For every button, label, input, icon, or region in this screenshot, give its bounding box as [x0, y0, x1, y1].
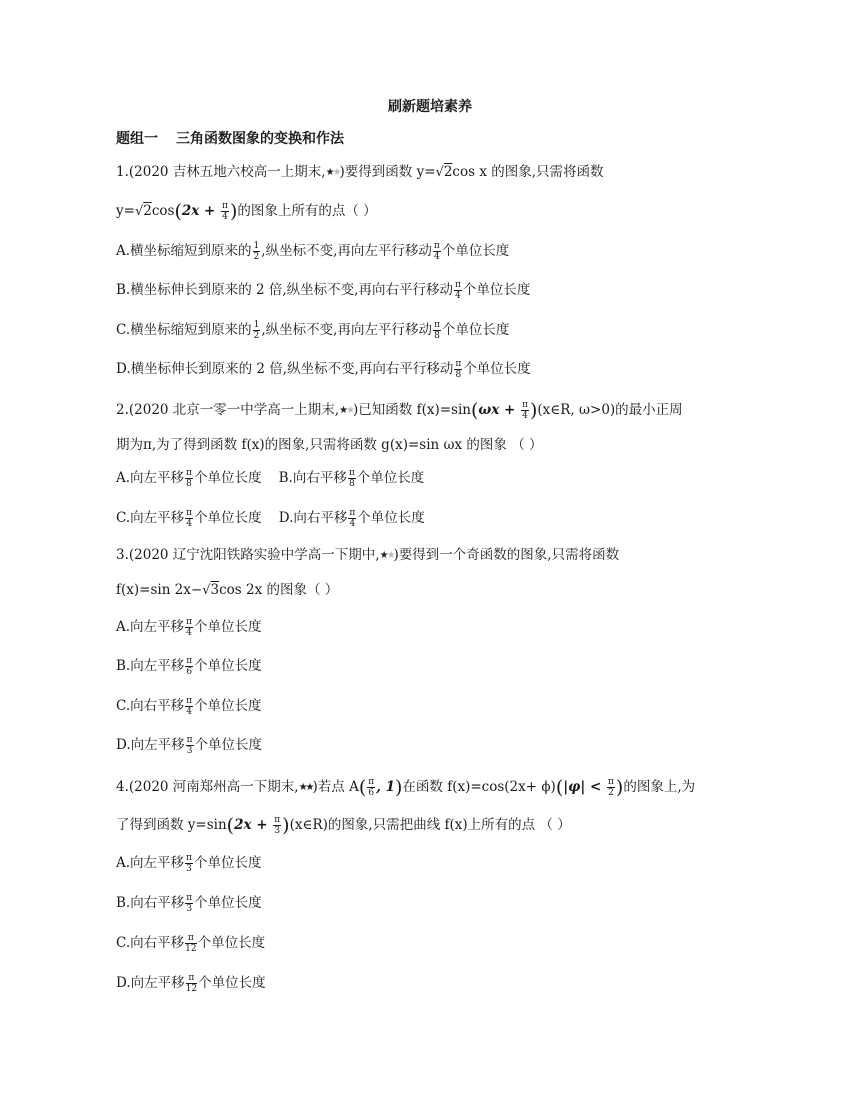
q1-option-a: A.横坐标缩短到原来的 $\frac{1}{2}$ ,纵坐标不变,再向左平行移动 $\frac{\pi}{4}$ 个单位长度 — [116, 241, 510, 262]
q4-stem-line1: 4.(2020 河南郑州高一下期末,★★)若点 A( $\frac{\pi}{6}$ , 1)在函数 f(x)=cos(2x+ ϕ)(|φ| < $\frac{\pi}{2}$ )的图象上,为 — [116, 776, 696, 799]
q2-options-cd: C.向左平移 $\frac{\pi}{4}$ 个单位长度 D.向右平移 $\frac{\pi}{4}$ 个单位长度 — [116, 508, 425, 529]
difficulty-stars-icon: ★★ — [298, 782, 313, 793]
q3-stem-line1: 3.(2020 辽宁沈阳铁路实验中学高一下期中,★★)要得到一个奇函数的图象,只需将函数 — [116, 545, 619, 566]
q1-option-d: D.横坐标伸长到原来的 2 倍,纵坐标不变,再向右平行移动 $\frac{\pi}{8}$ 个单位长度 — [116, 359, 531, 380]
q1-option-b: B.横坐标伸长到原来的 2 倍,纵坐标不变,再向右平行移动 $\frac{\pi}{4}$ 个单位长度 — [116, 280, 531, 301]
q4-option-c: C.向右平移 $\frac{\pi}{12}$ 个单位长度 — [116, 933, 266, 954]
q1-stem-line2: y=√2cos(2x + $\frac{\pi}{4}$ )的图象上所有的点（ ） — [116, 200, 377, 223]
q1-stem-line1: 1.(2020 吉林五地六校高一上期末,★★)要得到函数 y=√2cos x 的图象,只需将函数 — [116, 162, 604, 183]
q3-option-b: B.向左平移 $\frac{\pi}{6}$ 个单位长度 — [116, 656, 262, 677]
q4-option-a: A.向左平移 $\frac{\pi}{3}$ 个单位长度 — [116, 853, 262, 874]
q3-option-c: C.向右平移 $\frac{\pi}{4}$ 个单位长度 — [116, 696, 262, 717]
page-title: 刷新题培素养 — [388, 99, 472, 115]
q1-option-c: C.横坐标缩短到原来的 $\frac{1}{2}$ ,纵坐标不变,再向左平行移动 $\frac{\pi}{8}$ 个单位长度 — [116, 320, 510, 341]
q4-stem-line2: 了得到函数 y=sin(2x + $\frac{\pi}{3}$ )(x∈R)的图象,只需把曲线 f(x)上所有的点 （ ） — [116, 814, 571, 837]
section-label: 题组一 — [116, 131, 158, 147]
q2-stem-line2: 期为π,为了得到函数 f(x)的图象,只需将函数 g(x)=sin ωx 的图象 （ ） — [116, 437, 543, 453]
q3-stem-line2: f(x)=sin 2x−√3cos 2x 的图象（ ） — [116, 582, 339, 598]
section-name: 三角函数图象的变换和作法 — [176, 131, 344, 147]
difficulty-stars-icon: ★★ — [379, 550, 394, 561]
q3-option-a: A.向左平移 $\frac{\pi}{4}$ 个单位长度 — [116, 617, 262, 638]
q2-stem-line1: 2.(2020 北京一零一中学高一上期末,★★)已知函数 f(x)=sin(ωx + $\frac{\pi}{4}$ )(x∈R, ω>0)的最小正周 — [116, 399, 683, 422]
q3-option-d: D.向左平移 $\frac{\pi}{3}$ 个单位长度 — [116, 735, 263, 756]
q4-option-b: B.向右平移 $\frac{\pi}{3}$ 个单位长度 — [116, 893, 262, 914]
q2-options-ab: A.向左平移 $\frac{\pi}{8}$ 个单位长度 B.向右平移 $\frac{\pi}{8}$ 个单位长度 — [116, 468, 425, 489]
difficulty-stars-icon: ★★ — [339, 405, 354, 416]
q4-option-d: D.向左平移 $\frac{\pi}{12}$ 个单位长度 — [116, 973, 266, 994]
difficulty-stars-icon: ★★ — [325, 167, 340, 178]
section-heading — [116, 128, 344, 148]
